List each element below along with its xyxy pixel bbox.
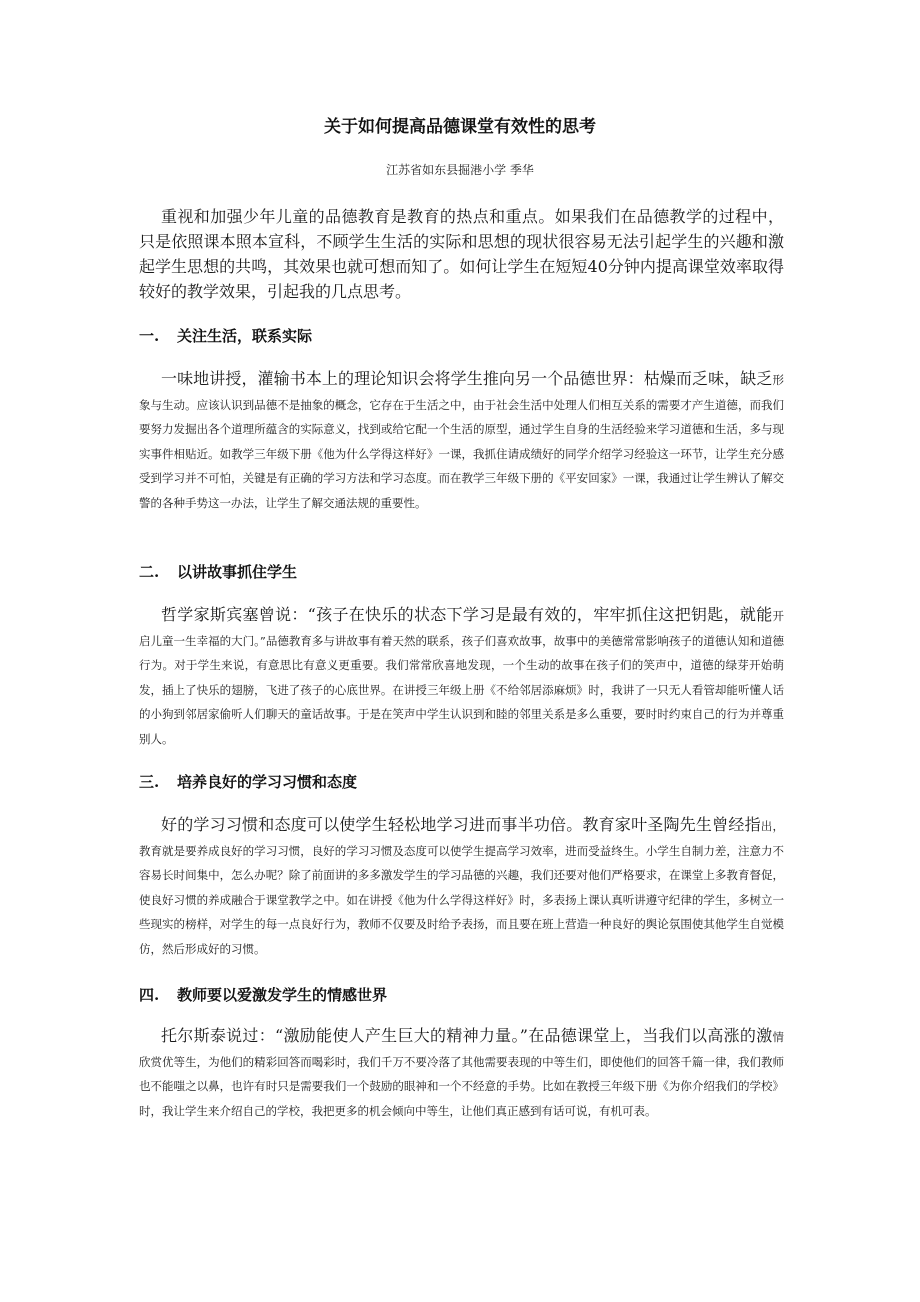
section-title-3: 培养良好的学习习惯和态度 [177,773,358,791]
section-body-4: 情欣赏优等生，为他们的精彩回答而喝彩时，我们千万不要冷落了其他需要表现的中等生们，即使他们的回答千篇一律，我们教师也不能嗤之以鼻，也许有时只是需要我们一个鼓励的眼神和一个不经意的手势。比如在教授三年级下册《为你介绍我们的学校》时，我让学生来介绍自己的学校，我把更多的机会倾向中等生，让他们真正感到有话可说，有机可表。 [139,1030,784,1118]
section-body-3: 出，教育就是要养成良好的学习习惯，良好的学习习惯及态度可以使学生提高学习效率，进而受益终生。小学生自制力差，注意力不容易长时间集中，怎么办呢？除了前面讲的多多激发学生的学习品德的兴趣，我们还要对他们严格要求，在课堂上多教育督促，使良好习惯的养成融合于课堂教学之中。如在讲授《他为什么学得这样好》时，多表扬上课认真听讲遵守纪律的学生，多树立一些现实的榜样，对学生的每一点良好行为，教师不仅要及时给予表扬，而且要在班上营造一种良好的舆论氛围使其他学生自觉模仿，然后形成好的习惯。 [139,819,784,956]
section-paragraph-4 [139,1024,784,1123]
section-lead-4: 托尔斯泰说过：“激励能使人产生巨大的精神力量。”在品德课堂上，当我们以高涨的激 [161,1026,773,1045]
section-paragraph-2 [139,603,784,751]
author-line: 江苏省如东县掘港小学 季华 [386,163,534,177]
section-heading-1 [139,325,784,346]
document-title: 关于如何提高品德课堂有效性的思考 [324,117,596,137]
section-number-2: 二. [139,563,160,581]
section-lead-1: 一味地讲授，灌输书本上的理论知识会将学生推向另一个品德世界：枯燥而乏味，缺乏 [161,369,773,388]
section-heading-4 [139,984,784,1005]
section-body-1: 形象与生动。应该认识到品德不是抽象的概念，它存在于生活之中，由于社会生活中处理人们相互关系的需要才产生道德，而我们要努力发掘出各个道理所蕴含的实际意义，找到或给它配一个生活的原型，通过学生自身的生活经验来学习道德和生活，多与现实事件相贴近。如教学三年级下册《他为什么学得这样好》一课，我抓住请成绩好的同学介绍学习经验这一环节，让学生充分感受到学习并不可怕，关键是有正确的学习方法和学习态度。而在教学三年级下册的《平安回家》一课，我通过让学生辨认了解交警的各种手势这一办法，让学生了解交通法规的重要性。 [139,373,784,510]
section-body-2: 开启儿童一生幸福的大门。”品德教育多与讲故事有着天然的联系，孩子们喜欢故事，故事中的美德常常影响孩子的道德认知和道德行为。对于学生来说，有意思比有意义更重要。我们常常欣喜地发现，一个生动的故事在孩子们的笑声中，道德的绿芽开始萌发，插上了快乐的翅膀，飞进了孩子的心底世界。在讲授三年级上册《不给邻居添麻烦》时，我讲了一只无人看管却能听懂人话的小狗到邻居家偷听人们聊天的童话故事。于是在笑声中学生认识到和睦的邻里关系是多么重要，要时时约束自己的行为并尊重别人。 [139,609,784,746]
intro-paragraph: 重视和加强少年儿童的品德教育是教育的热点和重点。如果我们在品德教学的过程中，只是依照课本照本宣科，不顾学生生活的实际和思想的现状很容易无法引起学生的兴趣和激起学生思想的共鸣，其效果也就可想而知了。如何让学生在短短40分钟内提高课堂效率取得较好的教学效果，引起我的几点思考。 [139,207,784,301]
section-paragraph-3 [139,813,784,961]
section-title-1: 关注生活，联系实际 [177,327,313,345]
section-lead-2: 哲学家斯宾塞曾说：“孩子在快乐的状态下学习是最有效的，牢牢抓住这把钥匙，就能 [161,605,773,624]
section-title-2: 以讲故事抓住学生 [177,563,298,581]
section-heading-2 [139,561,784,582]
section-number-1: 一. [139,327,160,345]
section-heading-3 [139,771,784,792]
section-number-3: 三. [139,773,160,791]
section-number-4: 四. [139,986,160,1004]
section-paragraph-1 [139,367,784,515]
section-title-4: 教师要以爱激发学生的情感世界 [177,986,388,1004]
section-lead-3: 好的学习习惯和态度可以使学生轻松地学习进而事半功倍。教育家叶圣陶先生曾经指 [161,815,761,834]
